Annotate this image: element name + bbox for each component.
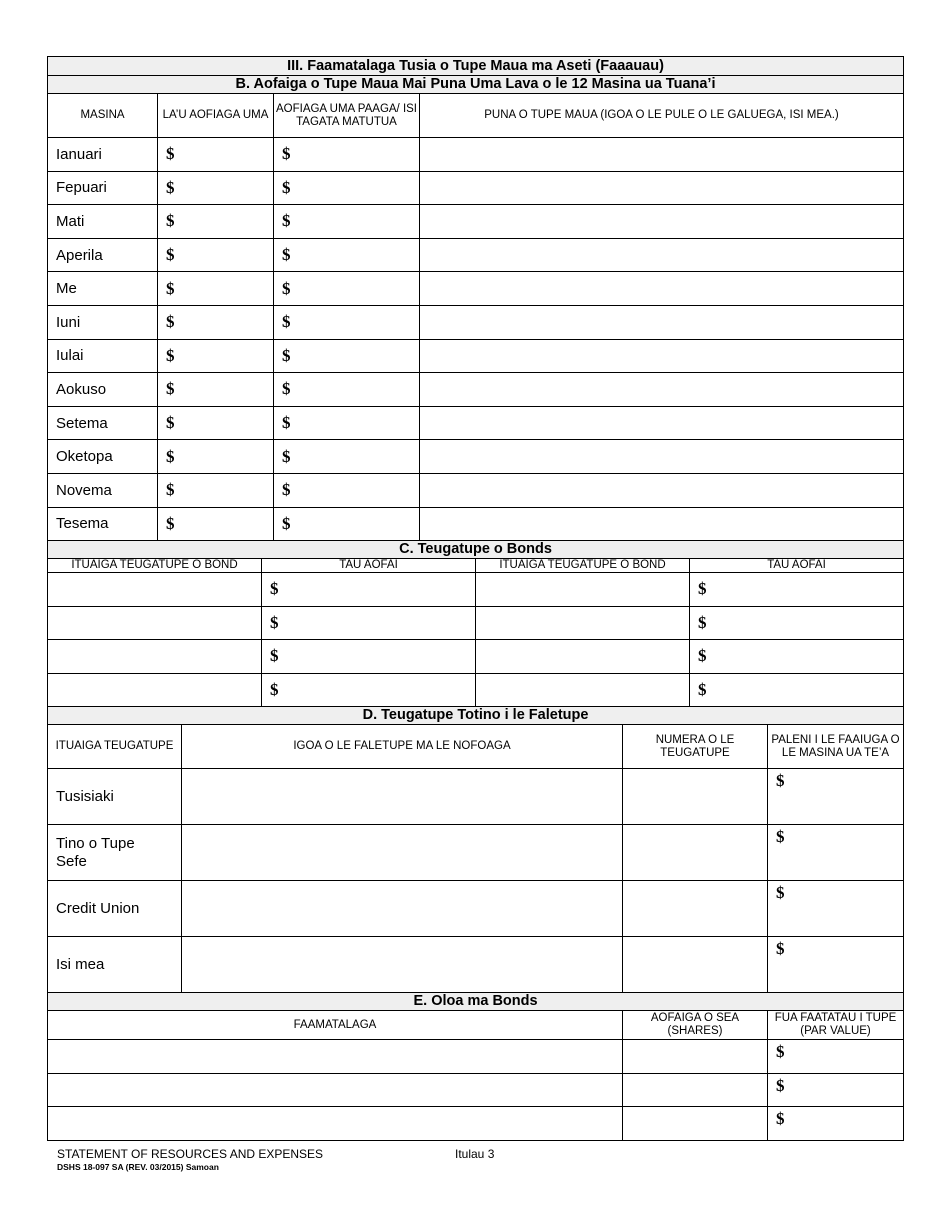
page-number: Itulau 3 bbox=[455, 1147, 495, 1161]
col-header-par-value: FUA FAATATAU I TUPE (PAR VALUE) bbox=[768, 1011, 904, 1040]
col-header-bond-type-1: ITUAIGA TEUGATUPE O BOND bbox=[48, 559, 262, 573]
month-row bbox=[48, 238, 904, 272]
account-number-field[interactable] bbox=[623, 825, 768, 881]
col-header-amount-1: TAU AOFAI bbox=[262, 559, 476, 573]
bond-row bbox=[48, 640, 904, 674]
account-row bbox=[48, 769, 904, 825]
month-label: Aokuso bbox=[48, 373, 158, 407]
col-header-balance: PALENI I LE FAAIUGA O LE MASINA UA TE’A bbox=[768, 725, 904, 769]
bond-row bbox=[48, 606, 904, 640]
bond-amount-field[interactable]: $ bbox=[262, 573, 476, 607]
my-total-field[interactable]: $ bbox=[158, 305, 274, 339]
my-total-field[interactable]: $ bbox=[158, 238, 274, 272]
income-source-field[interactable] bbox=[420, 138, 904, 172]
income-source-field[interactable] bbox=[420, 473, 904, 507]
month-label: Iulai bbox=[48, 339, 158, 373]
description-field[interactable] bbox=[48, 1073, 623, 1107]
section-b-title: B. Aofaiga o Tupe Maua Mai Puna Uma Lava o le 12 Masina ua Tuana’i bbox=[48, 76, 904, 94]
section-b-table bbox=[47, 56, 904, 541]
bond-type-field[interactable] bbox=[476, 673, 690, 707]
income-source-field[interactable] bbox=[420, 507, 904, 541]
account-row bbox=[48, 881, 904, 937]
col-header-account-number: NUMERA O LE TEUGATUPE bbox=[623, 725, 768, 769]
description-field[interactable] bbox=[48, 1040, 623, 1074]
par-value-field[interactable]: $ bbox=[768, 1107, 904, 1141]
bond-amount-field[interactable]: $ bbox=[690, 640, 904, 674]
account-number-field[interactable] bbox=[623, 769, 768, 825]
month-row bbox=[48, 440, 904, 474]
bond-type-field[interactable] bbox=[476, 606, 690, 640]
col-header-account-type: ITUAIGA TEUGATUPE bbox=[48, 725, 182, 769]
par-value-field[interactable]: $ bbox=[768, 1073, 904, 1107]
income-source-field[interactable] bbox=[420, 272, 904, 306]
partner-total-field[interactable]: $ bbox=[274, 138, 420, 172]
month-row bbox=[48, 305, 904, 339]
my-total-field[interactable]: $ bbox=[158, 171, 274, 205]
month-label: Me bbox=[48, 272, 158, 306]
shares-field[interactable] bbox=[623, 1073, 768, 1107]
col-header-month: MASINA bbox=[48, 94, 158, 138]
footer-form-code: DSHS 18-097 SA (REV. 03/2015) Samoan bbox=[57, 1162, 219, 1172]
bond-type-field[interactable] bbox=[476, 640, 690, 674]
balance-field[interactable]: $ bbox=[768, 769, 904, 825]
partner-total-field[interactable]: $ bbox=[274, 373, 420, 407]
partner-total-field[interactable]: $ bbox=[274, 507, 420, 541]
income-source-field[interactable] bbox=[420, 406, 904, 440]
month-label: Iuni bbox=[48, 305, 158, 339]
bond-type-field[interactable] bbox=[48, 606, 262, 640]
income-source-field[interactable] bbox=[420, 440, 904, 474]
my-total-field[interactable]: $ bbox=[158, 440, 274, 474]
income-source-field[interactable] bbox=[420, 373, 904, 407]
my-total-field[interactable]: $ bbox=[158, 138, 274, 172]
shares-field[interactable] bbox=[623, 1107, 768, 1141]
bond-amount-field[interactable]: $ bbox=[262, 640, 476, 674]
partner-total-field[interactable]: $ bbox=[274, 473, 420, 507]
bank-name-field[interactable] bbox=[182, 881, 623, 937]
month-row bbox=[48, 138, 904, 172]
month-row bbox=[48, 205, 904, 239]
col-header-bank-name: IGOA O LE FALETUPE MA LE NOFOAGA bbox=[182, 725, 623, 769]
month-label: Mati bbox=[48, 205, 158, 239]
income-source-field[interactable] bbox=[420, 205, 904, 239]
bond-amount-field[interactable]: $ bbox=[262, 673, 476, 707]
section-c-table bbox=[47, 540, 904, 707]
bank-name-field[interactable] bbox=[182, 769, 623, 825]
account-number-field[interactable] bbox=[623, 937, 768, 993]
month-label: Oketopa bbox=[48, 440, 158, 474]
bank-name-field[interactable] bbox=[182, 937, 623, 993]
col-header-my-total: LA’U AOFIAGA UMA bbox=[158, 94, 274, 138]
partner-total-field[interactable]: $ bbox=[274, 305, 420, 339]
income-source-field[interactable] bbox=[420, 305, 904, 339]
bond-amount-field[interactable]: $ bbox=[262, 606, 476, 640]
form bbox=[47, 56, 903, 1141]
month-row bbox=[48, 507, 904, 541]
income-source-field[interactable] bbox=[420, 238, 904, 272]
bond-type-field[interactable] bbox=[48, 573, 262, 607]
col-header-description: FAAMATALAGA bbox=[48, 1011, 623, 1040]
account-type-label: Tusisiaki bbox=[48, 769, 182, 825]
balance-field[interactable]: $ bbox=[768, 881, 904, 937]
shares-field[interactable] bbox=[623, 1040, 768, 1074]
partner-total-field[interactable]: $ bbox=[274, 238, 420, 272]
section-e-table bbox=[47, 992, 904, 1141]
month-row bbox=[48, 171, 904, 205]
par-value-field[interactable]: $ bbox=[768, 1040, 904, 1074]
my-total-field[interactable]: $ bbox=[158, 373, 274, 407]
my-total-field[interactable]: $ bbox=[158, 406, 274, 440]
partner-total-field[interactable]: $ bbox=[274, 205, 420, 239]
bond-type-field[interactable] bbox=[48, 673, 262, 707]
col-header-bond-type-2: ITUAIGA TEUGATUPE O BOND bbox=[476, 559, 690, 573]
month-label: Novema bbox=[48, 473, 158, 507]
account-type-label: Credit Union bbox=[48, 881, 182, 937]
col-header-partner-total: AOFIAGA UMA PAAGA/ ISI TAGATA MATUTUA bbox=[274, 94, 420, 138]
footer bbox=[57, 1147, 857, 1172]
footer-statement: STATEMENT OF RESOURCES AND EXPENSES bbox=[57, 1147, 324, 1161]
description-field[interactable] bbox=[48, 1107, 623, 1141]
account-row bbox=[48, 937, 904, 993]
bond-row bbox=[48, 573, 904, 607]
month-row bbox=[48, 373, 904, 407]
my-total-field[interactable]: $ bbox=[158, 507, 274, 541]
month-label: Setema bbox=[48, 406, 158, 440]
my-total-field[interactable]: $ bbox=[158, 205, 274, 239]
stock-row bbox=[48, 1073, 904, 1107]
stock-row bbox=[48, 1107, 904, 1141]
partner-total-field[interactable]: $ bbox=[274, 440, 420, 474]
section-d-table bbox=[47, 706, 904, 993]
bond-amount-field[interactable]: $ bbox=[690, 673, 904, 707]
month-row bbox=[48, 339, 904, 373]
partner-total-field[interactable]: $ bbox=[274, 406, 420, 440]
stock-row bbox=[48, 1040, 904, 1074]
col-header-shares: AOFAIGA O SEA (SHARES) bbox=[623, 1011, 768, 1040]
account-row bbox=[48, 825, 904, 881]
month-label: Aperila bbox=[48, 238, 158, 272]
bond-amount-field[interactable]: $ bbox=[690, 606, 904, 640]
month-row bbox=[48, 272, 904, 306]
month-label: Fepuari bbox=[48, 171, 158, 205]
section-e-title: E. Oloa ma Bonds bbox=[48, 993, 904, 1011]
partner-total-field[interactable]: $ bbox=[274, 171, 420, 205]
bank-name-field[interactable] bbox=[182, 825, 623, 881]
month-row bbox=[48, 406, 904, 440]
month-label: Tesema bbox=[48, 507, 158, 541]
bond-amount-field[interactable]: $ bbox=[690, 573, 904, 607]
col-header-income-source: PUNA O TUPE MAUA (IGOA O LE PULE O LE GALUEGA, ISI MEA.) bbox=[420, 94, 904, 138]
account-type-label: Isi mea bbox=[48, 937, 182, 993]
my-total-field[interactable]: $ bbox=[158, 339, 274, 373]
income-source-field[interactable] bbox=[420, 171, 904, 205]
account-number-field[interactable] bbox=[623, 881, 768, 937]
partner-total-field[interactable]: $ bbox=[274, 339, 420, 373]
balance-field[interactable]: $ bbox=[768, 937, 904, 993]
income-source-field[interactable] bbox=[420, 339, 904, 373]
account-type-label: Tino o Tupe Sefe bbox=[48, 825, 182, 881]
balance-field[interactable]: $ bbox=[768, 825, 904, 881]
col-header-amount-2: TAU AOFAI bbox=[690, 559, 904, 573]
month-row bbox=[48, 473, 904, 507]
section-title: III. Faamatalaga Tusia o Tupe Maua ma Aseti (Faaauau) bbox=[48, 57, 904, 76]
my-total-field[interactable]: $ bbox=[158, 272, 274, 306]
bond-type-field[interactable] bbox=[476, 573, 690, 607]
partner-total-field[interactable]: $ bbox=[274, 272, 420, 306]
my-total-field[interactable]: $ bbox=[158, 473, 274, 507]
month-label: Ianuari bbox=[48, 138, 158, 172]
section-c-title: C. Teugatupe o Bonds bbox=[48, 541, 904, 559]
bond-row bbox=[48, 673, 904, 707]
bond-type-field[interactable] bbox=[48, 640, 262, 674]
section-d-title: D. Teugatupe Totino i le Faletupe bbox=[48, 707, 904, 725]
